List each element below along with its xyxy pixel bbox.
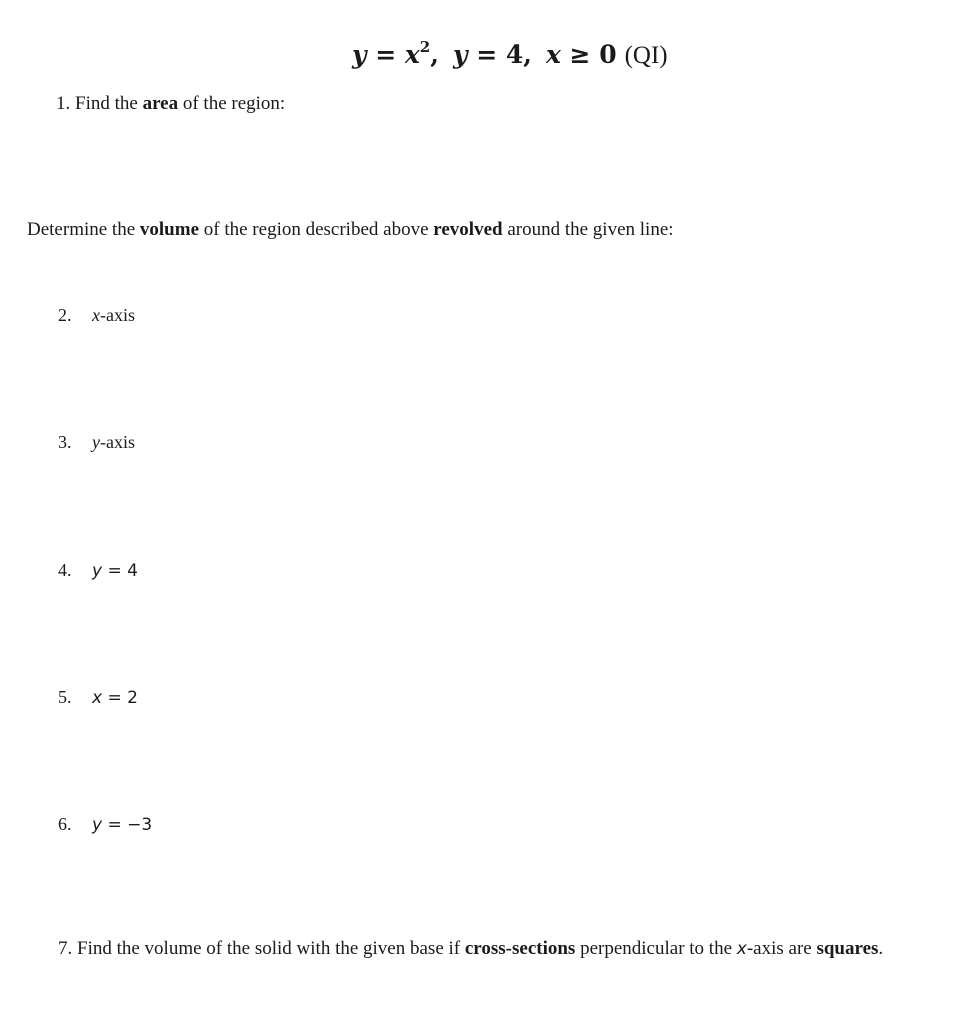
problem-2 (58, 305, 135, 326)
problem-7-bold-squares: squares (816, 938, 879, 959)
problem-1-prefix: 1. Find the (56, 93, 143, 114)
instruction-text-3: around the given line: (502, 219, 674, 240)
instruction-text-2: of the region described above (199, 219, 434, 240)
problem-3 (58, 432, 135, 453)
problem-5 (58, 687, 138, 708)
equation-domain: x ≥ 0 (545, 40, 617, 69)
header-equation (352, 40, 668, 70)
problem-1-bold: area (142, 93, 179, 114)
problem-6 (58, 814, 152, 835)
equation-horizontal-line: y = 4, (452, 40, 532, 69)
problem-number: 3. (58, 432, 72, 452)
problem-1-suffix: of the region: (178, 93, 286, 114)
problem-number: 6. (58, 814, 72, 834)
line-expression: y = 4 (92, 561, 138, 581)
instruction-bold-volume: volume (139, 219, 200, 240)
instruction-text-1: Determine the (27, 219, 140, 240)
problem-number: 5. (58, 687, 72, 707)
problem-7-end: . (878, 938, 884, 959)
volume-instruction (27, 219, 674, 241)
problem-7-prefix: 7. Find the volume of the solid with the given base if (58, 938, 465, 959)
instruction-bold-revolved: revolved (433, 219, 503, 240)
equation-parabola: $y = x^2$, (352, 38, 439, 69)
axis-expression: y-axis (92, 432, 135, 452)
problem-7-bold-cross-sections: cross-sections (464, 938, 576, 959)
problem-7 (58, 938, 883, 960)
problem-7-mid-2: -axis are (746, 938, 817, 959)
problem-7-variable: x (736, 939, 747, 959)
problem-7-mid: perpendicular to the (575, 938, 737, 959)
line-expression: x = 2 (92, 688, 138, 708)
quadrant-label: (QI) (624, 42, 668, 69)
line-expression: y = −3 (92, 815, 153, 835)
problem-1 (56, 93, 285, 115)
axis-expression: x-axis (92, 305, 135, 325)
problem-number: 2. (58, 305, 72, 325)
problem-4 (58, 560, 138, 581)
problem-number: 4. (58, 560, 72, 580)
